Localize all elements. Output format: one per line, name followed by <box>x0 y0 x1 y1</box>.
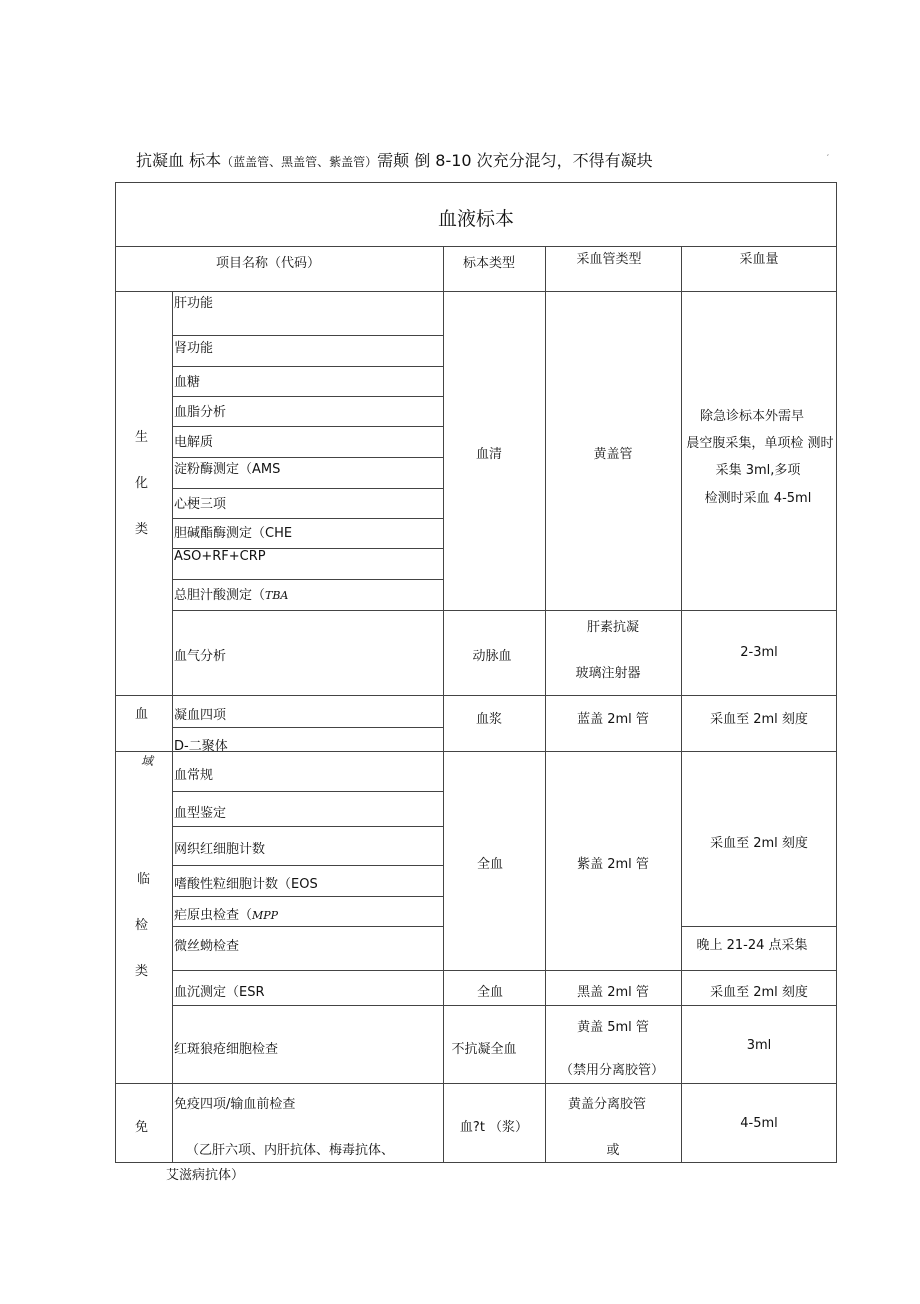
table-row-item: 心梗三项 <box>174 497 227 512</box>
table-title: 血液标本 <box>437 208 515 230</box>
biochem-volume-line: 除急诊标本外需早 <box>699 409 805 424</box>
category-char: 临 <box>137 872 151 887</box>
table-row-item: 血气分析 <box>174 649 227 664</box>
esr-tube: 黑盖 2ml 管 <box>577 985 649 1000</box>
table-row-item: 血糖 <box>174 375 201 390</box>
col-header-volume: 采血量 <box>739 252 779 267</box>
col-header-sample: 标本类型 <box>462 256 516 271</box>
immune-sample: 血?t （浆） <box>459 1120 529 1135</box>
esr-sample: 全血 <box>476 985 504 1000</box>
clinical-sample: 全血 <box>476 857 504 872</box>
table-row-item: D-二聚体 <box>174 739 228 754</box>
immune-volume: 4-5ml <box>740 1116 778 1131</box>
bloodgas-volume: 2-3ml <box>740 645 778 660</box>
immune-tube-line: 黄盖分离胶管 <box>567 1097 647 1112</box>
category-char: 检 <box>135 918 149 933</box>
filaria-volume: 晚上 21-24 点采集 <box>696 938 808 953</box>
col-header-tube: 采血管类型 <box>576 252 642 267</box>
clinical-tube: 紫盖 2ml 管 <box>577 857 649 872</box>
table-row-item: 血型鉴定 <box>174 806 227 821</box>
biochem-tube: 黄盖管 <box>593 447 633 462</box>
heading-tube-list: （蓝盖管、黑盖管、紫盖管） <box>221 155 378 169</box>
table-row-item: 微丝蚴检查 <box>174 939 240 954</box>
bloodgas-tube-line: 玻璃注射器 <box>575 666 641 681</box>
immune-tube-line: 或 <box>606 1143 620 1158</box>
col-header-item: 项目名称（代码） <box>215 256 321 271</box>
biochem-sample: 血清 <box>475 447 503 462</box>
table-row-item: 淀粉酶测定（AMS <box>174 462 281 477</box>
malaria-prefix: 疟原虫检查（ <box>174 908 253 923</box>
tba-prefix: 总胆汁酸测定（ <box>174 588 266 603</box>
table-row-item: 网织红细胞计数 <box>174 842 266 857</box>
coag-volume: 采血至 2ml 刻度 <box>710 712 808 727</box>
tba-code: TBA <box>265 589 289 602</box>
lupus-volume: 3ml <box>746 1038 772 1053</box>
table-row-item <box>174 584 288 603</box>
table-row-item: 血常规 <box>174 768 214 783</box>
table-row-item: 肝功能 <box>174 296 214 311</box>
table-row-item: 凝血四项 <box>174 708 227 723</box>
table-row-item: 血脂分析 <box>174 405 227 420</box>
biochem-volume-line: 晨空腹采集，单项检 测时 <box>686 436 834 451</box>
category-char: 生 <box>135 430 149 445</box>
biochem-volume-line: 采集 3ml,多项 <box>715 463 801 478</box>
category-char: 类 <box>135 964 149 979</box>
lupus-tube-line: 黄盖 5ml 管 <box>577 1020 649 1035</box>
biochem-volume-line: 检测时采血 4-5ml <box>704 491 812 506</box>
lupus-tube-line: （禁用分离胶管） <box>559 1063 665 1078</box>
coag-tube: 蓝盖 2ml 管 <box>577 712 649 727</box>
clinical-volume: 采血至 2ml 刻度 <box>710 836 808 851</box>
malaria-code: MPP <box>252 909 279 922</box>
esr-volume: 采血至 2ml 刻度 <box>710 985 808 1000</box>
category-char: 免 <box>135 1120 149 1135</box>
category-char: 化 <box>135 476 149 491</box>
corner-mark: ¸ <box>826 148 830 156</box>
heading-part3: 需颠 倒 8-10 次充分混匀，不得有凝块 <box>377 151 653 170</box>
page-heading <box>136 148 653 171</box>
table-row-item: 红斑狼疮细胞检查 <box>174 1042 279 1057</box>
category-char: 血 <box>135 707 149 722</box>
table-row-item <box>174 904 278 923</box>
category-char: 类 <box>135 522 149 537</box>
category-char: 域 <box>141 754 154 768</box>
heading-part1: 抗凝血 标本 <box>136 151 222 170</box>
table-row-item: 血沉测定（ESR <box>174 985 265 1000</box>
immune-item-detail: 艾滋病抗体） <box>166 1168 245 1183</box>
table-row-item: 胆碱酯酶测定（CHE <box>174 526 293 541</box>
lupus-sample: 不抗凝全血 <box>451 1042 517 1057</box>
immune-item-detail: （乙肝六项、内肝抗体、梅毒抗体、 <box>186 1143 395 1158</box>
coag-sample: 血浆 <box>475 712 503 727</box>
bloodgas-sample: 动脉血 <box>472 649 512 664</box>
table-row-item: 电解质 <box>174 435 214 450</box>
table-row-item: ASO+RF+CRP <box>174 549 266 564</box>
table-row-item: 肾功能 <box>174 341 214 356</box>
table-row-item: 免疫四项/输血前检查 <box>174 1097 296 1112</box>
table-row-item: 嗜酸性粒细胞计数（EOS <box>174 877 318 892</box>
bloodgas-tube-line: 肝素抗凝 <box>586 620 640 635</box>
